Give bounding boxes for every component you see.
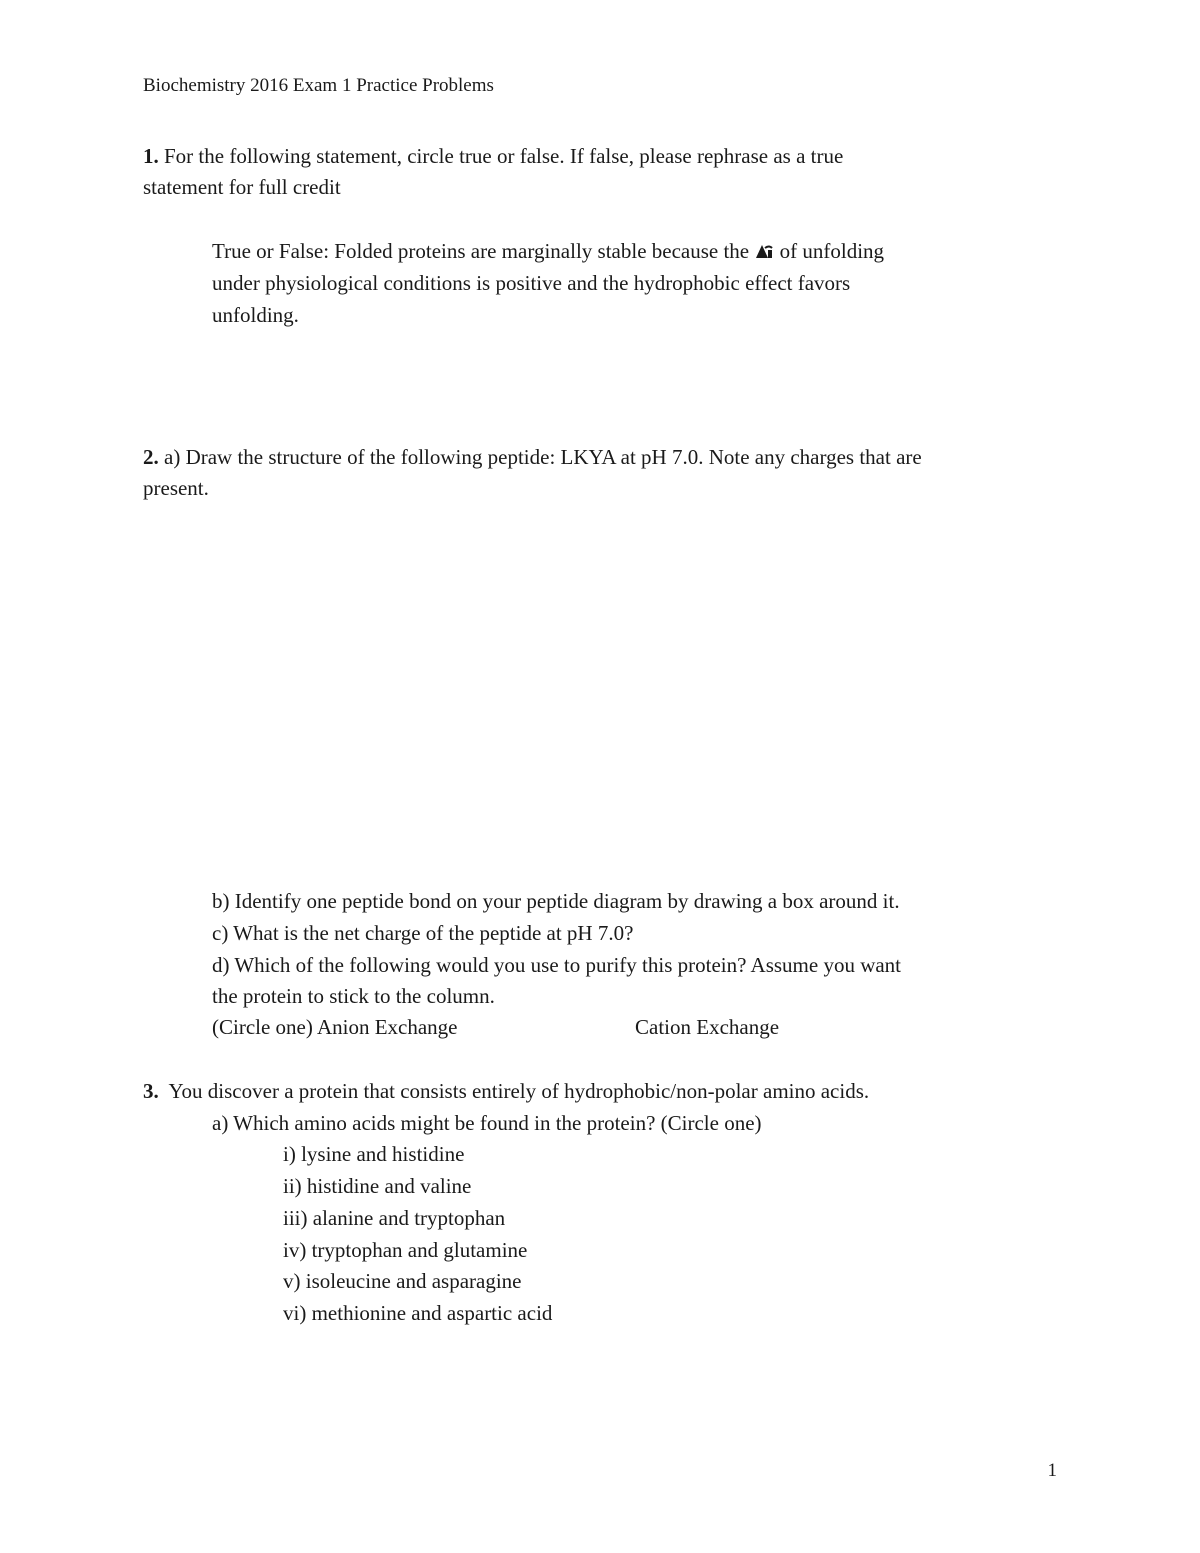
question-3-option: iv) tryptophan and glutamine bbox=[283, 1238, 528, 1262]
statement-text-pre: True or False: Folded proteins are marginally stable because the bbox=[212, 239, 750, 263]
question-1-statement-line-3: unfolding. bbox=[212, 303, 299, 327]
question-3-option: ii) histidine and valine bbox=[283, 1174, 472, 1198]
delta-g-icon bbox=[755, 238, 773, 256]
question-2-number: 2. bbox=[143, 445, 159, 469]
question-2-part-d-line-1: d) Which of the following would you use to purify this protein? Assume you want bbox=[212, 953, 902, 977]
question-2-part-d-line-2: the protein to stick to the column. bbox=[212, 984, 495, 1008]
question-2-part-b: b) Identify one peptide bond on your peptide diagram by drawing a box around it. bbox=[212, 889, 900, 913]
question-2-part-a-line-2: present. bbox=[143, 476, 209, 500]
question-2-choice-anion: (Circle one) Anion Exchange bbox=[212, 1015, 458, 1039]
question-1-number: 1. bbox=[143, 144, 159, 168]
statement-text-post: of unfolding bbox=[779, 239, 885, 263]
question-2-part-a-text: a) Draw the structure of the following peptide: LKYA at pH 7.0. Note any charges that are bbox=[164, 445, 922, 469]
question-3-option: v) isoleucine and asparagine bbox=[283, 1269, 522, 1293]
question-3-option: iii) alanine and tryptophan bbox=[283, 1206, 506, 1230]
page-header: Biochemistry 2016 Exam 1 Practice Problems bbox=[143, 75, 494, 96]
page-number: 1 bbox=[1047, 1460, 1057, 1481]
question-1-prompt-text: For the following statement, circle true or false. If false, please rephrase as a true bbox=[164, 144, 844, 168]
question-3-option: i) lysine and histidine bbox=[283, 1142, 465, 1166]
question-2-part-c: c) What is the net charge of the peptide at pH 7.0? bbox=[212, 921, 634, 945]
question-3-option: vi) methionine and aspartic acid bbox=[283, 1301, 553, 1325]
question-2-choice-cation: Cation Exchange bbox=[635, 1015, 780, 1039]
question-3-part-a: a) Which amino acids might be found in the protein? (Circle one) bbox=[212, 1111, 762, 1135]
question-3-prompt-text: You discover a protein that consists entirely of hydrophobic/non-polar amino acids. bbox=[168, 1079, 870, 1103]
question-3-number: 3. bbox=[143, 1079, 159, 1103]
question-1-prompt-line-2: statement for full credit bbox=[143, 175, 341, 199]
question-2-part-a-line-1 bbox=[143, 442, 922, 473]
question-1-prompt-line-1 bbox=[143, 141, 843, 172]
question-1-statement-line-2: under physiological conditions is positive and the hydrophobic effect favors bbox=[212, 271, 851, 295]
question-1-statement-line-1 bbox=[212, 236, 884, 267]
question-3-prompt bbox=[143, 1076, 869, 1107]
